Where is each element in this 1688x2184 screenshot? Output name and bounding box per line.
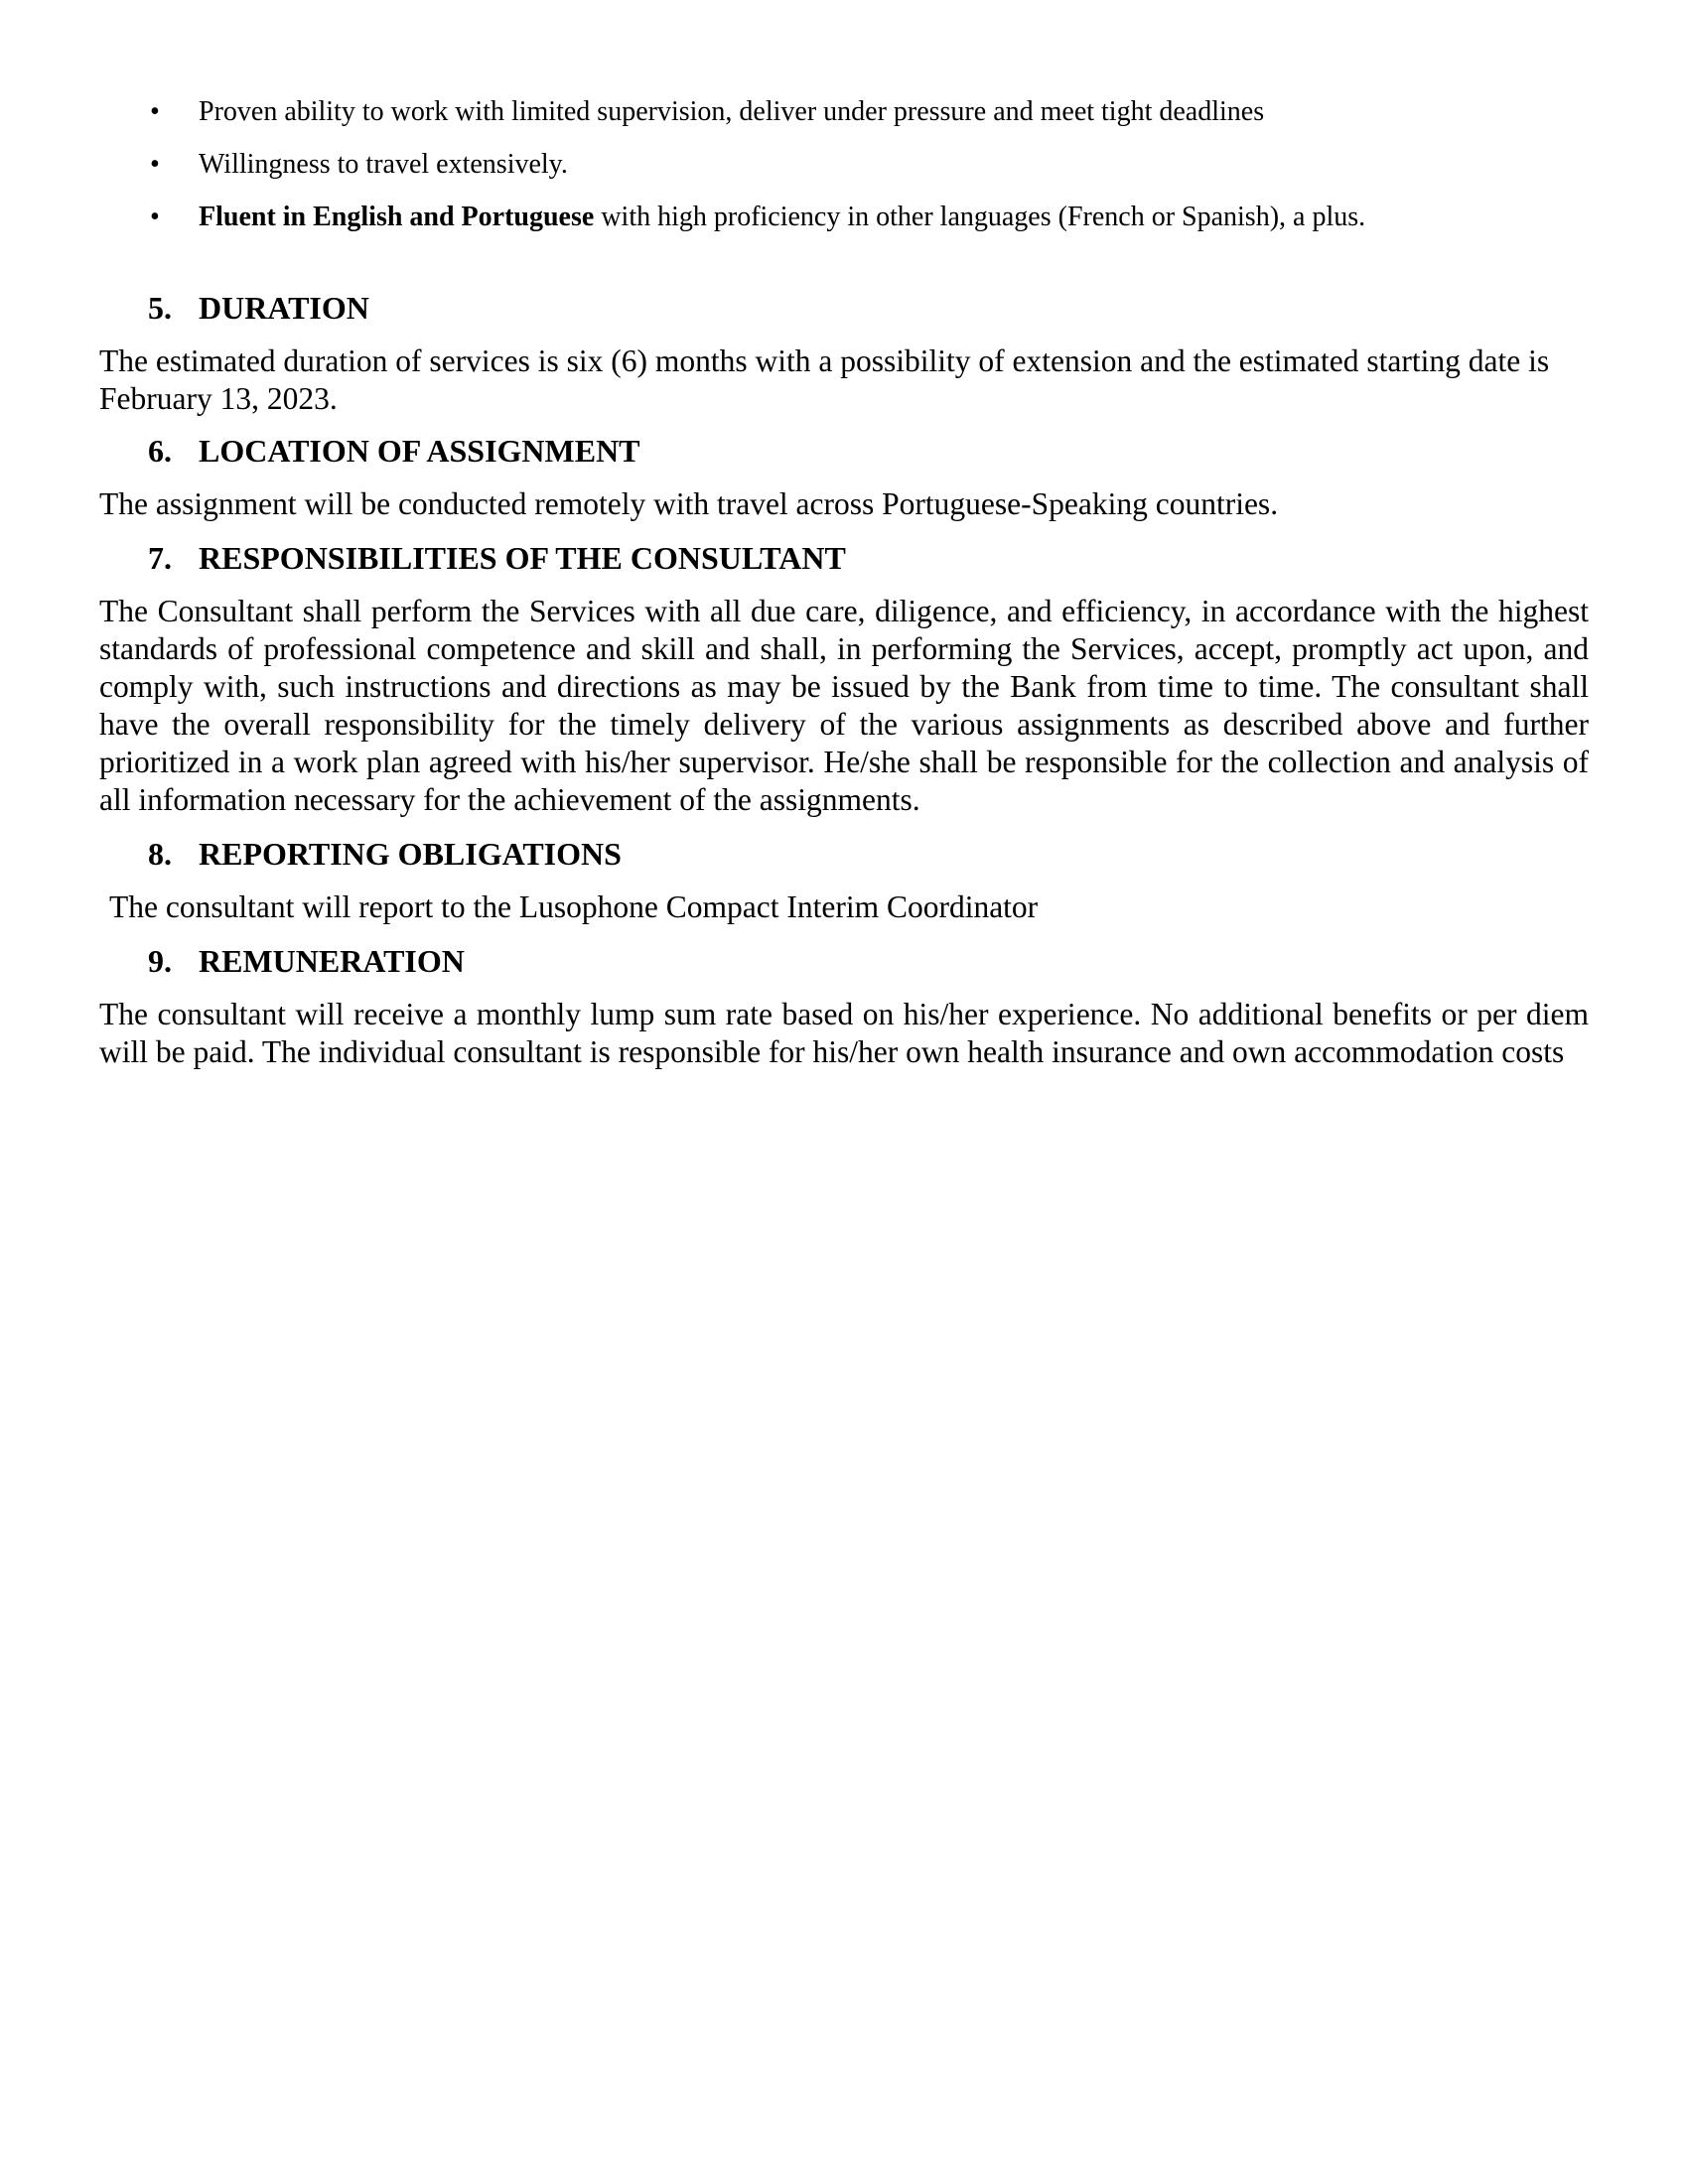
section-number: 8.: [148, 836, 172, 872]
section-heading-duration: [99, 289, 1589, 327]
section-body-reporting: The consultant will report to the Lusophone Compact Interim Coordinator: [109, 889, 1039, 924]
list-item: [99, 201, 1589, 234]
section-body-remuneration: The consultant will receive a monthly lump sum rate based on his/her experience. No additional benefits or per diem will be paid. The individual consultant is responsible for his/her own health insurance and own accommodation costs: [99, 997, 1589, 1069]
bullet-bold-text: Fluent in English and Portuguese: [199, 202, 595, 232]
section-title: REPORTING OBLIGATIONS: [199, 836, 622, 872]
section-number: 6.: [148, 433, 172, 469]
section-title: DURATION: [199, 290, 369, 326]
section-title: RESPONSIBILITIES OF THE CONSULTANT: [199, 540, 846, 576]
section-title: LOCATION OF ASSIGNMENT: [199, 433, 640, 469]
bullet-text: Proven ability to work with limited supervision, deliver under pressure and meet tight deadlines: [199, 96, 1265, 127]
list-item: [99, 148, 1589, 182]
document-page: [99, 95, 1589, 1071]
section-number: 5.: [148, 290, 172, 326]
section-heading-responsibilities: [99, 539, 1589, 577]
bullet-text: with high proficiency in other languages (French or Spanish), a plus.: [594, 202, 1366, 232]
section-heading-location: [99, 432, 1589, 470]
section-title: REMUNERATION: [199, 943, 465, 979]
section-body-location: The assignment will be conducted remotely with travel across Portuguese-Speaking countries.: [99, 486, 1279, 521]
section-number: 9.: [148, 943, 172, 979]
bullet-text: Willingness to travel extensively.: [199, 149, 568, 180]
bullet-icon: •: [150, 149, 160, 180]
section-body-duration: The estimated duration of services is six (6) months with a possibility of extension and the estimated starting date is February 13, 2023.: [99, 343, 1550, 416]
section-heading-reporting: [99, 835, 1589, 873]
section-number: 7.: [148, 540, 172, 576]
section-heading-remuneration: [99, 942, 1589, 980]
bullet-icon: •: [150, 96, 160, 127]
bullet-icon: •: [150, 202, 160, 232]
qualifications-list: [99, 95, 1589, 234]
section-body-responsibilities: The Consultant shall perform the Services with all due care, diligence, and efficiency, in accordance with the highest standards of professional competence and skill and shall, in performing the Services, accept, promptly act upon, and comply with, such instructions and directions as may be issued by the Bank from time to time. The consultant shall have the overall responsibility for the timely delivery of the various assignments as described above and further prioritized in a work plan agreed with his/her supervisor. He/she shall be responsible for the collection and analysis of all information necessary for the achievement of the assignments.: [99, 594, 1589, 817]
list-item: [99, 95, 1589, 129]
